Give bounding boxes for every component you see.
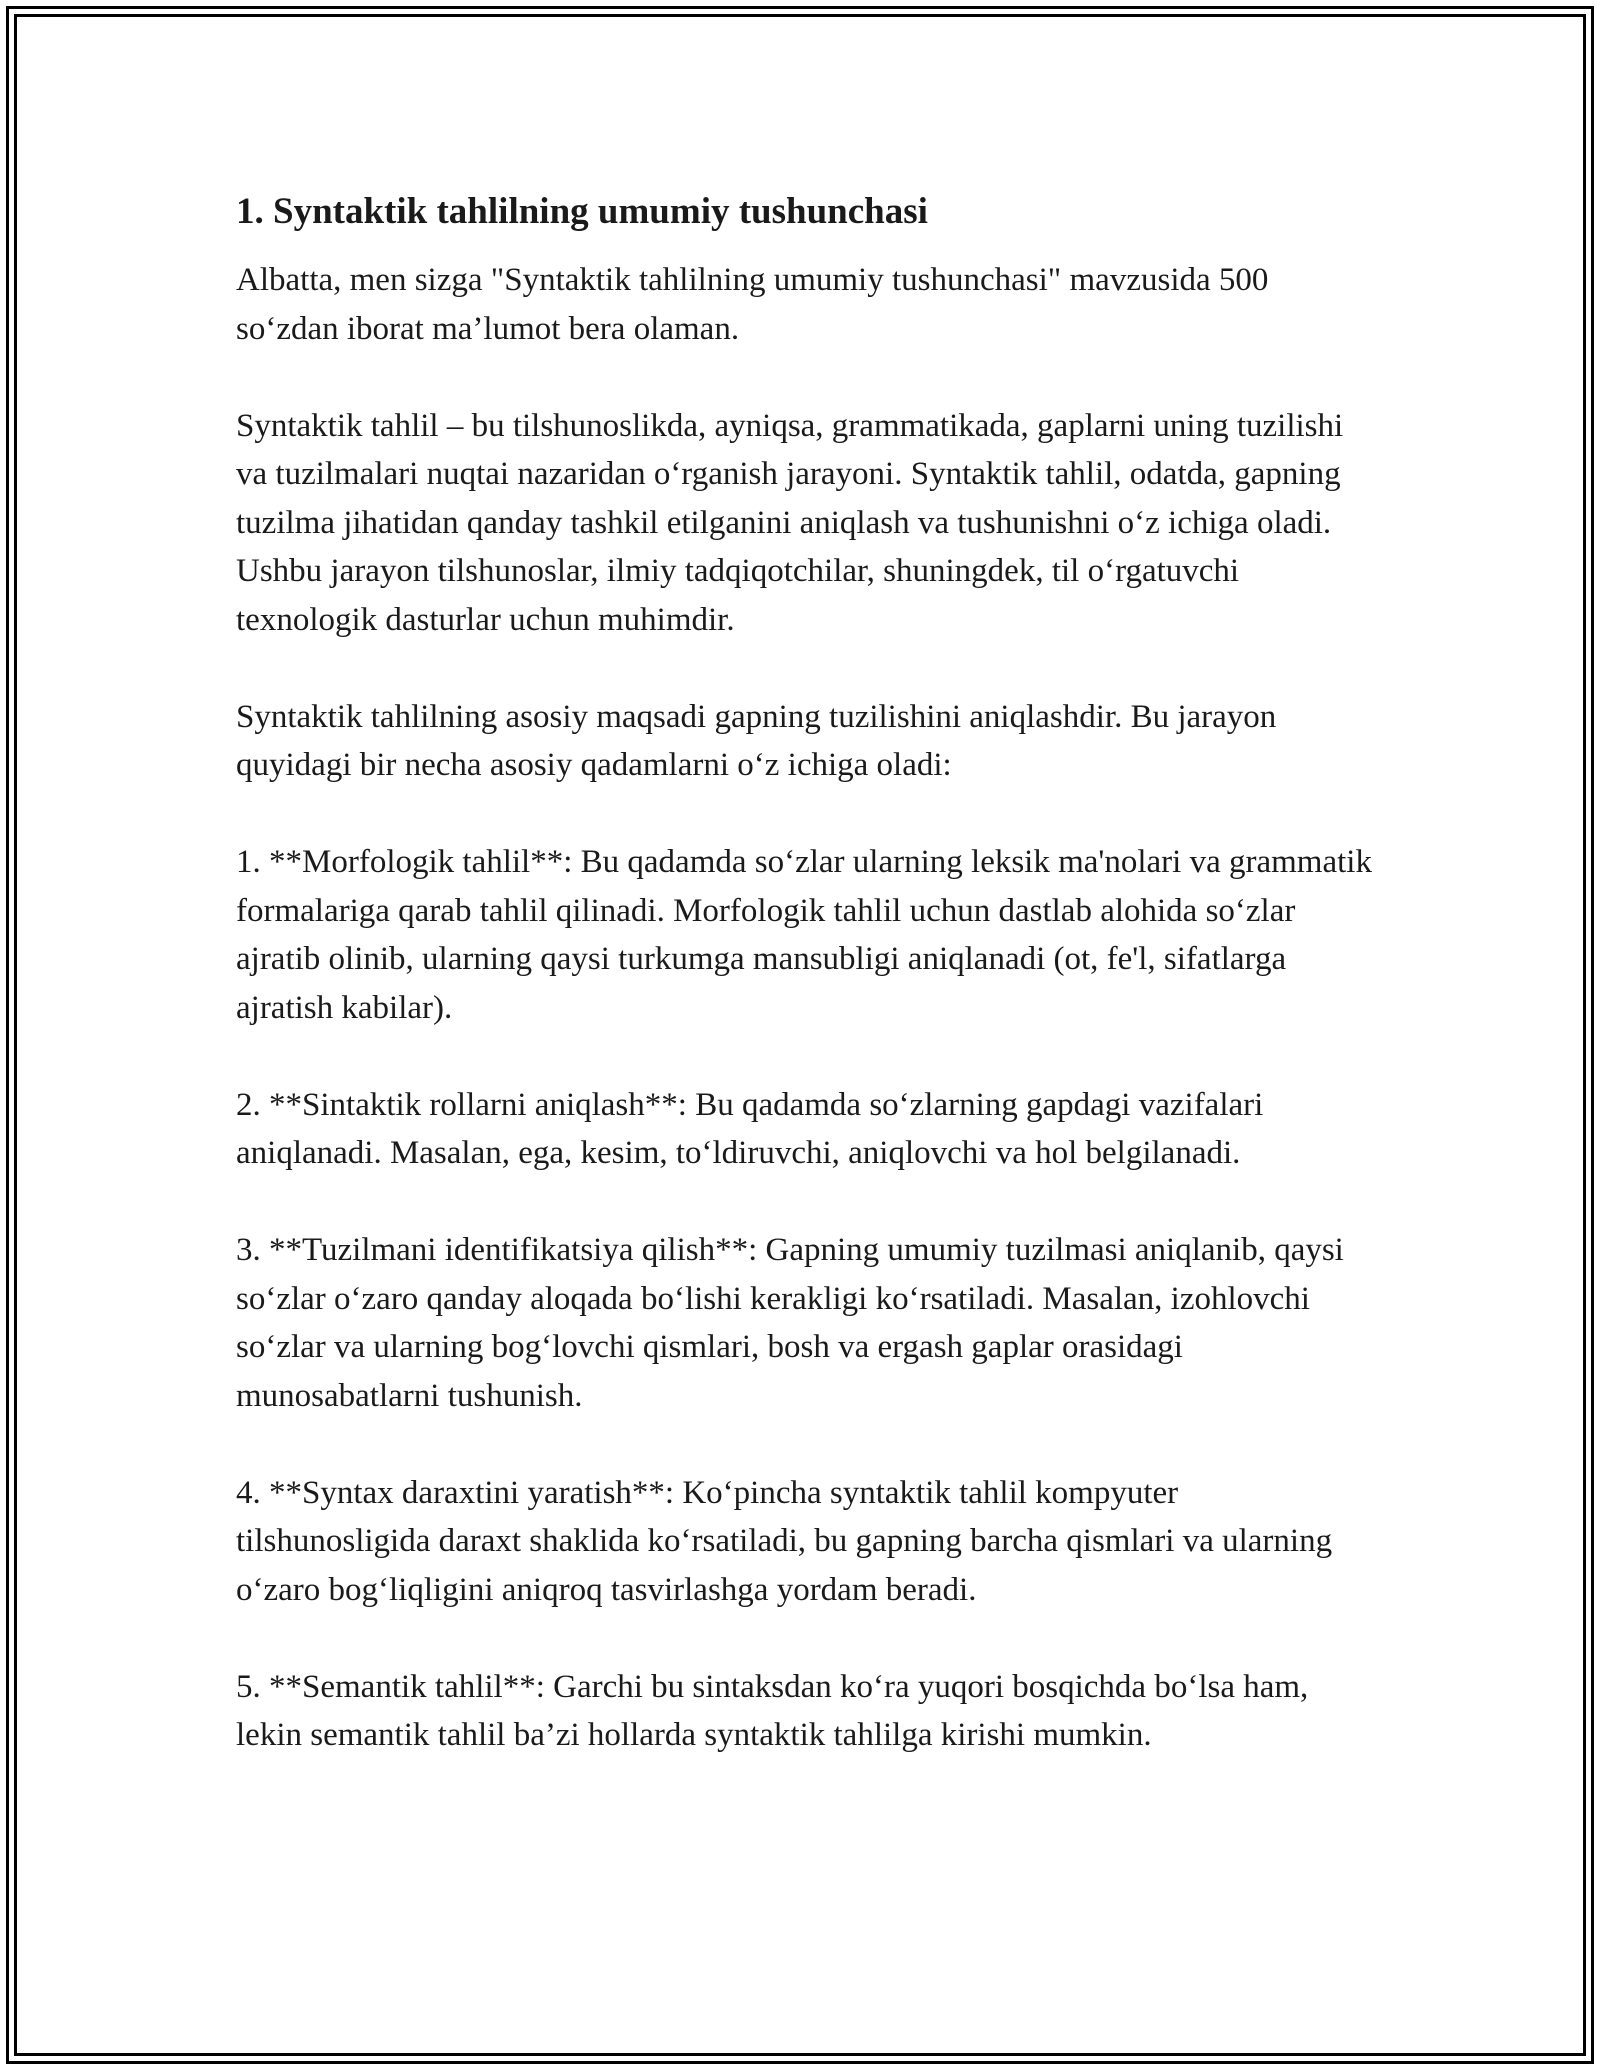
definition-paragraph: Syntaktik tahlil – bu tilshunoslikda, ayniqsa, grammatikada, gaplarni uning tuzilishi va tuzilmalari nuqtai nazaridan o‘rganish jarayoni. Syntaktik tahlil, odatda, gapning tuzilma jihatidan qanday tashkil etilganini aniqlash va tushunishni o‘z ichiga oladi. Ushbu jarayon tilshunoslar, ilmiy tadqiqotchilar, shuningdek, til o‘rgatuvchi texnologik dasturlar uchun muhimdir. [236, 407, 1344, 638]
section-heading: 1. Syntaktik tahlilning umumiy tushunchasi [236, 191, 928, 232]
step-syntax-daraxt-paragraph: 4. **Syntax daraxtini yaratish**: Ko‘pincha syntaktik tahlil kompyuter tilshunosligida daraxt shaklida ko‘rsatiladi, bu gapning barcha qismlari va ularning o‘zaro bog‘liqligini aniqroq tasvirlashga yordam beradi. [236, 1474, 1333, 1608]
goal-paragraph: Syntaktik tahlilning asosiy maqsadi gapning tuzilishini aniqlashdir. Bu jarayon quyidagi bir necha asosiy qadamlarni o‘z ichiga oladi: [236, 698, 1277, 783]
document-content [236, 186, 1376, 1808]
step-tuzilma-paragraph: 3. **Tuzilmani identifikatsiya qilish**: Gapning umumiy tuzilmasi aniqlanib, qaysi so‘zlar o‘zaro qanday aloqada bo‘lishi kerakligi ko‘rsatiladi. Masalan, izohlovchi so‘zlar va ularning bog‘lovchi qismlari, bosh va ergash gaplar orasidagi munosabatlarni tushunish. [236, 1232, 1344, 1414]
step-semantik-paragraph: 5. **Semantik tahlil**: Garchi bu sintaksdan ko‘ra yuqori bosqichda bo‘lsa ham, lekin semantik tahlil ba’zi hollarda syntaktik tahlilga kirishi mumkin. [236, 1668, 1309, 1753]
step-morfologik-paragraph: 1. **Morfologik tahlil**: Bu qadamda so‘zlar ularning leksik ma'nolari va grammatik formalariga qarab tahlil qilinadi. Morfologik tahlil uchun dastlab alohida so‘zlar ajratib olinib, ularning qaysi turkumga mansubligi aniqlanadi (ot, fe'l, sifatlarga ajratish kabilar). [236, 844, 1372, 1026]
step-sintaktik-rollar-paragraph: 2. **Sintaktik rollarni aniqlash**: Bu qadamda so‘zlarning gapdagi vazifalari aniqlanadi. Masalan, ega, kesim, to‘ldiruvchi, aniqlovchi va hol belgilanadi. [236, 1086, 1264, 1171]
intro-paragraph: Albatta, men sizga "Syntaktik tahlilning umumiy tushunchasi" mavzusida 500 so‘zdan iborat ma’lumot bera olaman. [236, 262, 1269, 347]
